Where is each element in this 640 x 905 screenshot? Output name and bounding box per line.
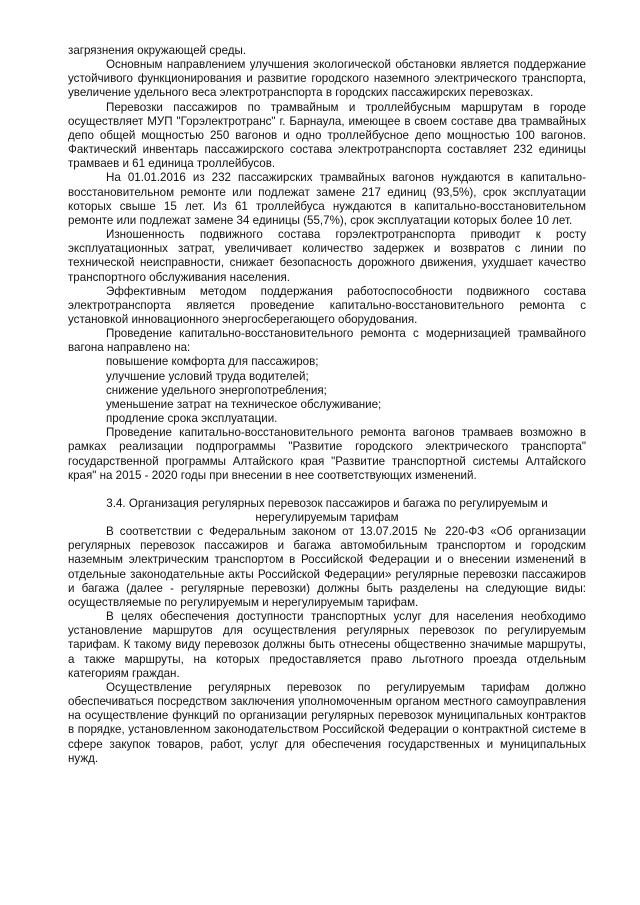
section-heading-line2: нерегулируемым тарифам xyxy=(255,511,399,524)
list-item: улучшение условий труда водителей; xyxy=(106,369,309,383)
list-item: повышение комфорта для пассажиров; xyxy=(106,355,319,369)
section-spacer xyxy=(68,483,586,497)
paragraph-ecology: Основным направлением улучшения экологической обстановки является поддержание устойчивого функционирования и развитие городского наземного электрического транспорта, увеличение удельного веса электротранспорта в городских пассажирских перевозках. xyxy=(68,58,586,100)
paragraph-repair-method: Эффективным методом поддержания работоспособности подвижного состава электротранспорта является проведение капитально-восстановительного ремонта с установкой инновационного энергосберегающего оборудования. xyxy=(68,284,586,326)
paragraph-continuation: загрязнения окружающей среды. xyxy=(68,44,247,57)
paragraph-transport-operator: Перевозки пассажиров по трамвайным и троллейбусным маршрутам в городе осуществляет МУП "Горэлектротранс" г. Барнаула, имеющее в своем составе два трамвайных депо общей мощностью 250 вагонов и одно троллейбусное депо мощностью 100 вагонов. Фактический инвентарь пассажирского состава электротранспорта составляет 232 единицы трамваев и 61 единица троллейбусов. xyxy=(68,100,586,171)
section-heading xyxy=(68,497,586,525)
list-item: снижение удельного энергопотребления; xyxy=(106,383,327,397)
paragraph-funding-program: Проведение капитально-восстановительного ремонта вагонов трамваев возможно в рамках реализации подпрограммы "Развитие городского электрического транспорта" государственной программы Алтайского края "Развитие транспортной системы Алтайского края" на 2015 - 2020 годы при внесении в нее соответствующих изменений. xyxy=(68,426,586,482)
paragraph-route-accessibility: В целях обеспечения доступности транспортных услуг для населения необходимо установление маршрутов для осуществления регулярных перевозок по регулируемым тарифам. К такому виду перевозок должны быть отнесены общественно значимые маршруты, а также маршруты, на которых предоставляется право льготного проезда отдельным категориям граждан. xyxy=(68,610,586,680)
list-item: уменьшение затрат на техническое обслуживание; xyxy=(106,397,382,411)
paragraph-federal-law: В соответствии с Федеральным законом от 13.07.2015 № 220-ФЗ «Об организации регулярных перевозок пассажиров и багажа автомобильным транспортом и городским наземным электрическим транспортом в Российской Федерации и о внесении изменений в отдельные законодательные акты Российской Федерации» регулярные перевозки пассажиров и багажа (далее - регулярные перевозки) должны быть разделены на следующие виды: осуществляемые по регулируемым и нерегулируемым тарифам. xyxy=(68,525,586,609)
goals-list xyxy=(68,355,586,426)
section-heading-line1: 3.4. Организация регулярных перевозок пассажиров и багажа по регулируемым и xyxy=(106,496,548,510)
paragraph-wear-consequences: Изношенность подвижного состава горэлектротранспорта приводит к росту эксплуатационных затрат, увеличивает количество задержек и возвратов с линии по технической неисправности, снижает безопасность дорожного движения, ухудшает качество транспортного обслуживания населения. xyxy=(68,228,586,284)
paragraph-municipal-contracts: Осуществление регулярных перевозок по регулируемым тарифам должно обеспечиваться посредством заключения уполномоченным органом местного самоуправления на осуществление функций по организации регулярных перевозок муниципальных контрактов в порядке, установленном законодательством Российской Федерации о контрактной системе в сфере закупок товаров, работ, услуг для обеспечения государственных и муниципальных нужд. xyxy=(68,680,586,765)
paragraph-fleet-condition: На 01.01.2016 из 232 пассажирских трамвайных вагонов нуждаются в капитально-восстановительном ремонте или подлежат замене 217 единиц (93,5%), срок эксплуатации которых свыше 15 лет. Из 61 троллейбуса нуждаются в капитально-восстановительном ремонте или подлежат замене 34 единицы (55,7%), срок эксплуатации которых более 10 лет. xyxy=(68,171,586,227)
list-item: продление срока эксплуатации. xyxy=(106,412,278,426)
document-page xyxy=(68,44,586,766)
paragraph-modernization-goals: Проведение капитально-восстановительного ремонта с модернизацией трамвайного вагона направлено на: xyxy=(68,327,586,355)
